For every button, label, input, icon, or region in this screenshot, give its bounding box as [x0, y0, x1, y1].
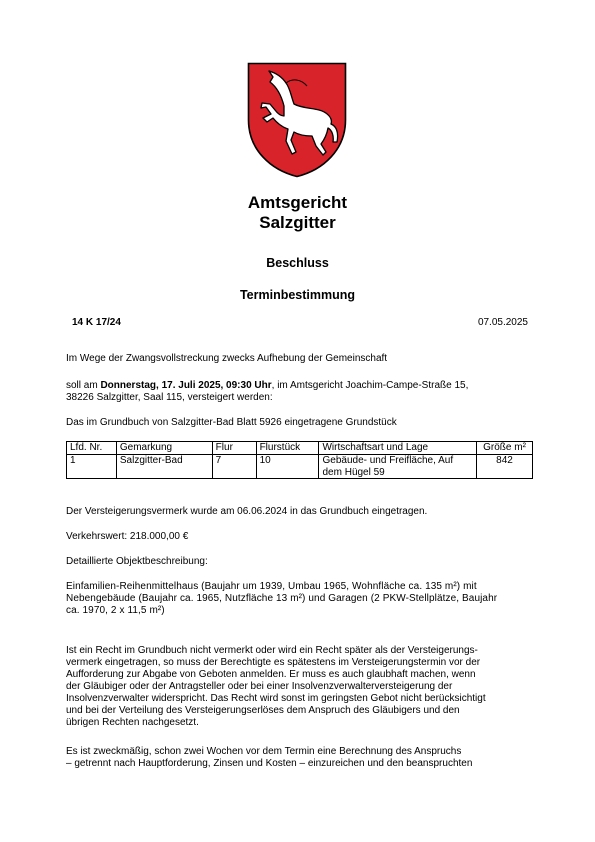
schedule-location: , im Amtsgericht Joachim-Campe-Straße 15,: [271, 380, 469, 391]
case-number: 14 K 17/24: [72, 317, 121, 328]
object-description: [66, 581, 528, 617]
table-row: [67, 455, 533, 479]
table-cell-number: 1: [67, 455, 117, 479]
document-date: 07.05.2025: [477, 317, 528, 328]
property-table: [66, 441, 533, 479]
rights-line: Insolvenzverwalter widerspricht. Das Recht wird sonst im geringsten Gebot nicht berücksichtigt: [66, 693, 486, 704]
market-value: Verkehrswert: 218.000,00 €: [66, 531, 189, 542]
table-cell-gemarkung: Salzgitter-Bad: [116, 455, 212, 479]
description-line: Einfamilien-Reihenmittelhaus (Baujahr um 1939, Umbau 1965, Wohnfläche ca. 135 m²) mit: [66, 581, 477, 592]
property-intro: Das im Grundbuch von Salzgitter-Bad Blatt 5926 eingetragene Grundstück: [66, 417, 397, 428]
advice-text: [66, 746, 528, 770]
rights-line: übrigen Rechten nachgesetzt.: [66, 717, 199, 728]
schedule-date-time: Donnerstag, 17. Juli 2025, 09:30 Uhr: [100, 380, 272, 391]
table-header-row: [67, 442, 533, 455]
table-header: Flurstück: [256, 442, 319, 455]
table-header: Größe m²: [477, 442, 533, 455]
saxon-horse-crest-icon: [247, 62, 347, 178]
table-header: Wirtschaftsart und Lage: [319, 442, 477, 455]
rights-line: der Gläubiger oder der Antragsteller oder bei einer Insolvenzverwalterversteigerung der: [66, 681, 453, 692]
rights-line: Aufforderung zur Abgabe von Geboten anmelden. Er muss es auch glaubhaft machen, wenn: [66, 669, 476, 680]
court-name: [0, 193, 595, 233]
table-cell-flur: 7: [212, 455, 256, 479]
rights-notice: [66, 645, 528, 729]
table-header: Gemarkung: [116, 442, 212, 455]
description-heading: Detaillierte Objektbeschreibung:: [66, 556, 208, 567]
court-name-line1: Amtsgericht: [247, 193, 348, 212]
advice-line: – getrennt nach Hauptforderung, Zinsen und Kosten – einzureichen und den beanspruchten: [66, 758, 473, 769]
table-header: Flur: [212, 442, 256, 455]
table-cell-size: 842: [477, 455, 533, 479]
rights-line: und bei der Verteilung des Versteigerungserlöses dem Anspruch des Gläubigers und den: [66, 705, 460, 716]
coat-of-arms: [247, 62, 347, 178]
intro-text: Im Wege der Zwangsvollstreckung zwecks Aufhebung der Gemeinschaft: [66, 353, 388, 364]
document-type: Beschluss: [266, 256, 329, 270]
description-line: ca. 1970, 2 x 11,5 m²): [66, 605, 165, 616]
advice-line: Es ist zweckmäßig, schon zwei Wochen vor dem Termin eine Berechnung des Anspruchs: [66, 746, 462, 757]
table-cell-flurstueck: 10: [256, 455, 319, 479]
table-header: Lfd. Nr.: [67, 442, 117, 455]
schedule-prefix: soll am: [66, 380, 101, 391]
rights-line: Ist ein Recht im Grundbuch nicht vermerkt oder wird ein Recht später als der Versteigerungs-: [66, 645, 478, 656]
vermerk-text: Der Versteigerungsvermerk wurde am 06.06.2024 in das Grundbuch eingetragen.: [66, 506, 428, 517]
court-name-line2: Salzgitter: [259, 213, 336, 232]
rights-line: vermerk eingetragen, so muss der Berechtigte es spätestens im Versteigerungstermin vor der: [66, 657, 481, 668]
schedule-text: [66, 380, 528, 404]
document-subject: Terminbestimmung: [239, 288, 356, 302]
schedule-room: 38226 Salzgitter, Saal 115, versteigert werden:: [66, 392, 273, 403]
table-cell-location: Gebäude- und Freifläche, Auf dem Hügel 59: [319, 455, 477, 479]
description-line: Nebengebäude (Baujahr ca. 1965, Nutzfläche 13 m²) und Garagen (2 PKW-Stellplätze, Baujahr: [66, 593, 498, 604]
